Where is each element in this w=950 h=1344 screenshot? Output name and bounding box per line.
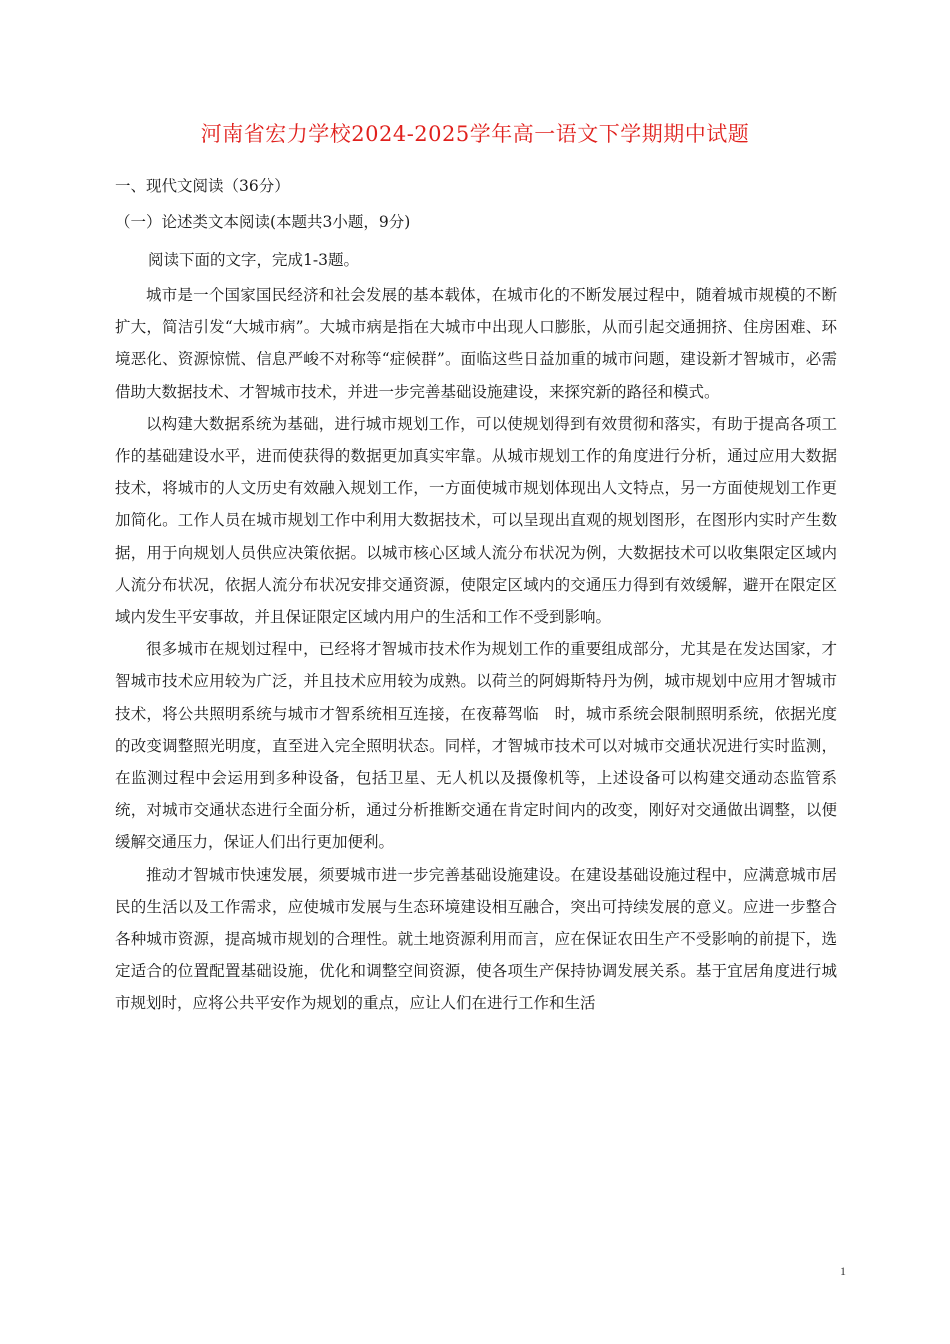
page-number: 1 — [840, 1264, 846, 1278]
paragraph-2: 以构建大数据系统为基础，进行城市规划工作，可以使规划得到有效贯彻和落实，有助于提高各项工作的基础建设水平，进而使获得的数据更加真实牢靠。从城市规划工作的角度进行分析，通过应用大数据技术，将城市的人文历史有效融入规划工作，一方面使城市规划体现出人文特点，另一方面使规划工作更加简化。工作人员在城市规划工作中利用大数据技术，可以呈现出直观的规划图形，在图形内实时产生数据，用于向规划人员供应决策依据。以城市核心区域人流分布状况为例，大数据技术可以收集限定区域内人流分布状况，依据人流分布状况安排交通资源，使限定区域内的交通压力得到有效缓解，避开在限定区域内发生平安事故，并且保证限定区域内用户的生活和工作不受到影响。 — [115, 414, 837, 627]
subsection-heading: （一）论述类文本阅读(本题共3小题，9分) — [115, 213, 411, 231]
paragraph-3: 很多城市在规划过程中，已经将才智城市技术作为规划工作的重要组成部分，尤其是在发达国家，才智城市技术应用较为广泛，并且技术应用较为成熟。以荷兰的阿姆斯特丹为例，城市规划中应用才智城市技术，将公共照明系统与城市才智系统相互连接，在夜幕驾临 时，城市系统会限制照明系统，依据光度的改变调整照光明度，直至进入完全照明状态。同样，才智城市技术可以对城市交通状况进行实时监测，在监测过程中会运用到多种设备，包括卫星、无人机以及摄像机等，上述设备可以构建交通动态监管系统，对城市交通状态进行全面分析，通过分析推断交通在肯定时间内的改变，刚好对交通做出调整，以便缓解交通压力，保证人们出行更加便利。 — [115, 640, 837, 852]
reading-instruction: 阅读下面的文字，完成1-3题。 — [148, 251, 359, 269]
paragraph-4: 推动才智城市快速发展，须要城市进一步完善基础设施建设。在建设基础设施过程中，应满意城市居民的生活以及工作需求，应使城市发展与生态环境建设相互融合，突出可持续发展的意义。应进一步整合各种城市资源，提高城市规划的合理性。就土地资源利用而言，应在保证农田生产不受影响的前提下，选定适合的位置配置基础设施，优化和调整空间资源，使各项生产保持协调发展关系。基于宜居角度进行城市规划时，应将公共平安作为规划的重点，应让人们在进行工作和生活 — [115, 865, 837, 1013]
article-body — [115, 279, 837, 1020]
section-heading: 一、现代文阅读（36分） — [115, 177, 290, 195]
paragraph-1: 城市是一个国家国民经济和社会发展的基本载体，在城市化的不断发展过程中，随着城市规模的不断扩大，简洁引发“大城市病”。大城市病是指在大城市中出现人口膨胀，从而引起交通拥挤、住房困难、环境恶化、资源惊慌、信息严峻不对称等“症候群”。面临这些日益加重的城市问题，建设新才智城市，必需借助大数据技术、才智城市技术，并进一步完善基础设施建设，来探究新的路径和模式。 — [115, 286, 837, 401]
document-title: 河南省宏力学校2024-2025学年高一语文下学期期中试题 — [200, 122, 750, 146]
